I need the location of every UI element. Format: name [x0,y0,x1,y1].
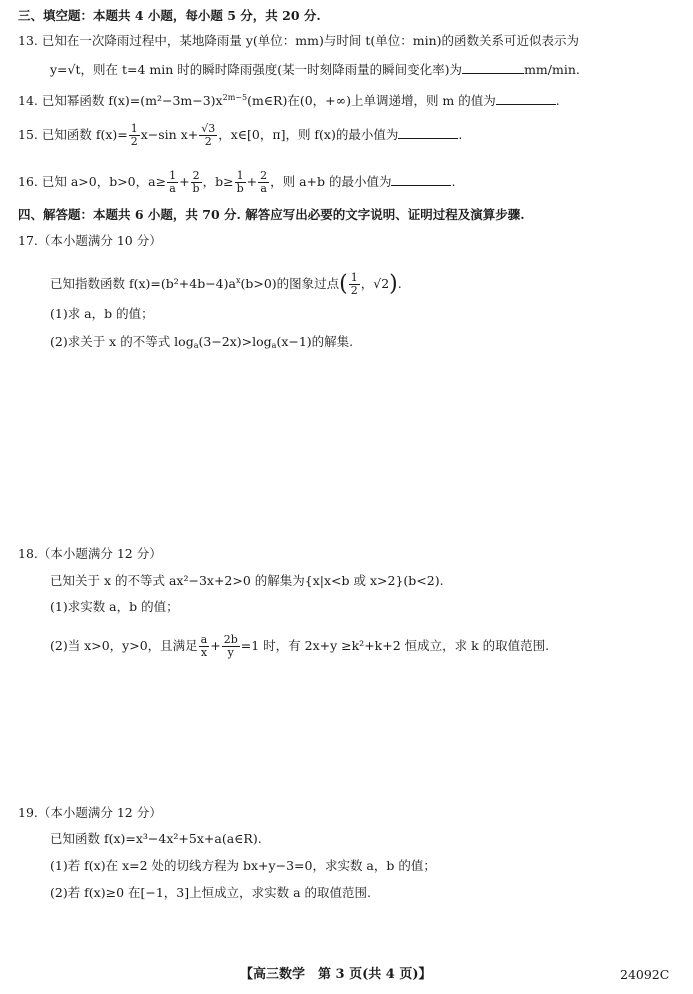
q17-p2-sub1: a [193,341,199,350]
q16-text-c: ，则 a+b 的最小值为 [270,174,392,189]
q16-frac-3: $\frac{1}{b}$ [236,169,244,195]
q18-frac-2: $\frac{2b}{y}$ [223,633,238,659]
q17-stem-b: (b>0)的图象过点 [240,276,340,291]
q15-end: . [458,127,463,142]
q19-part1: (1)若 f(x)在 x=2 处的切线方程为 bx+y−3=0，求实数 a，b 的值； [50,858,436,873]
footer-page-label: 【高三数学 第 3 页(共 4 页)】 [240,967,432,982]
section4-header: 四、解答题：本题共 6 小题，共 70 分. 解答应写出必要的文字说明、证明过程及演算步骤. [18,207,525,222]
q16-frac-2: $\frac{2}{b}$ [192,169,200,195]
q16-answer-blank [391,172,451,186]
q14-exponent: 2m−5 [222,93,248,102]
q14-text-a: 14. 已知幂函数 f(x)=(m²−3m−3)x [18,93,223,108]
q17-stem-a: 已知指数函数 f(x)=(b²+4b−4)a [50,276,236,291]
q15-line [18,123,462,148]
q13-unit: mm/min. [524,62,580,77]
q18-part1: (1)求实数 a，b 的值； [50,599,179,614]
q17-p2-c: (x−1)的解集. [276,334,354,349]
q13-line1: 13. 已知在一次降雨过程中，某地降雨量 y(单位：mm)与时间 t(单位：min)的函数关系可近似表示为 [18,33,580,48]
q17-p2-b: (3−2x)>log [198,334,272,349]
q18-plus: + [210,638,221,653]
q15-frac-half: $\frac{1}{2}$ [130,122,138,148]
q14-line [18,89,560,110]
q19-title: 19.（本小题满分 12 分） [18,805,162,820]
q16-line [18,170,455,195]
q13-answer-blank [462,60,524,74]
q19-part2: (2)若 f(x)≥0 在[−1，3]上恒成立，求实数 a 的取值范围. [50,885,372,900]
q17-paren-open: ( [339,271,348,297]
q17-p2-sub2: a [271,341,277,350]
q18-p2-b: =1 时，有 2x+y ≥k²+k+2 恒成立，求 k 的取值范围. [240,638,550,653]
footer-code: 24092C [620,967,670,982]
section3-header: 三、填空题：本题共 4 小题，每小题 5 分，共 20 分. [18,8,321,23]
q14-end: . [555,93,560,108]
q17-p2-a: (2)求关于 x 的不等式 log [50,334,194,349]
q16-frac-1: $\frac{1}{a}$ [169,169,177,195]
q16-frac-4: $\frac{2}{a}$ [260,169,268,195]
q16-text-a: 16. 已知 a>0，b>0，a≥ [18,174,167,189]
q18-p2-a: (2)当 x>0，y>0，且满足 [50,638,198,653]
q17-paren-close: ) [389,271,398,297]
q15-answer-blank [398,125,458,139]
q15-text-a: 15. 已知函数 f(x)= [18,127,128,142]
q13-text: y=√t，则在 t=4 min 时的瞬时降雨强度(某一时刻降雨量的瞬间变化率)为 [50,62,463,77]
q17-point-frac: $\frac{1}{2}$ [350,271,358,297]
q18-title: 18.（本小题满分 12 分） [18,546,162,561]
q16-plus-2: + [246,174,258,189]
q16-plus-1: + [179,174,190,189]
q15-text-b: x−sin x+ [140,127,199,142]
q19-stem: 已知函数 f(x)=x³−4x²+5x+a(a∈R). [50,831,262,846]
q17-stem [50,272,402,297]
q17-part2 [50,333,353,355]
q17-stem-exp: x [235,276,241,285]
q17-part1: (1)求 a，b 的值； [50,306,154,321]
q17-stem-end: . [397,276,402,291]
q15-text-c: ，x∈[0，π]，则 f(x)的最小值为 [218,127,399,142]
q16-end: . [451,174,456,189]
q18-part2 [50,634,549,659]
q17-point-rest: ，√2 [360,276,390,291]
q14-answer-blank [496,91,556,105]
q13-line2 [50,60,580,79]
q15-frac-sqrt3: $\frac{√3}{2}$ [201,122,216,148]
q17-title: 17.（本小题满分 10 分） [18,233,162,248]
q16-text-b: ，b≥ [202,174,234,189]
q18-stem: 已知关于 x 的不等式 ax²−3x+2>0 的解集为{x|x<b 或 x>2}(b<2). [50,573,444,588]
q18-frac-1: $\frac{a}{x}$ [200,633,208,659]
q14-text-b: (m∈R)在(0，+∞)上单调递增，则 m 的值为 [247,93,496,108]
